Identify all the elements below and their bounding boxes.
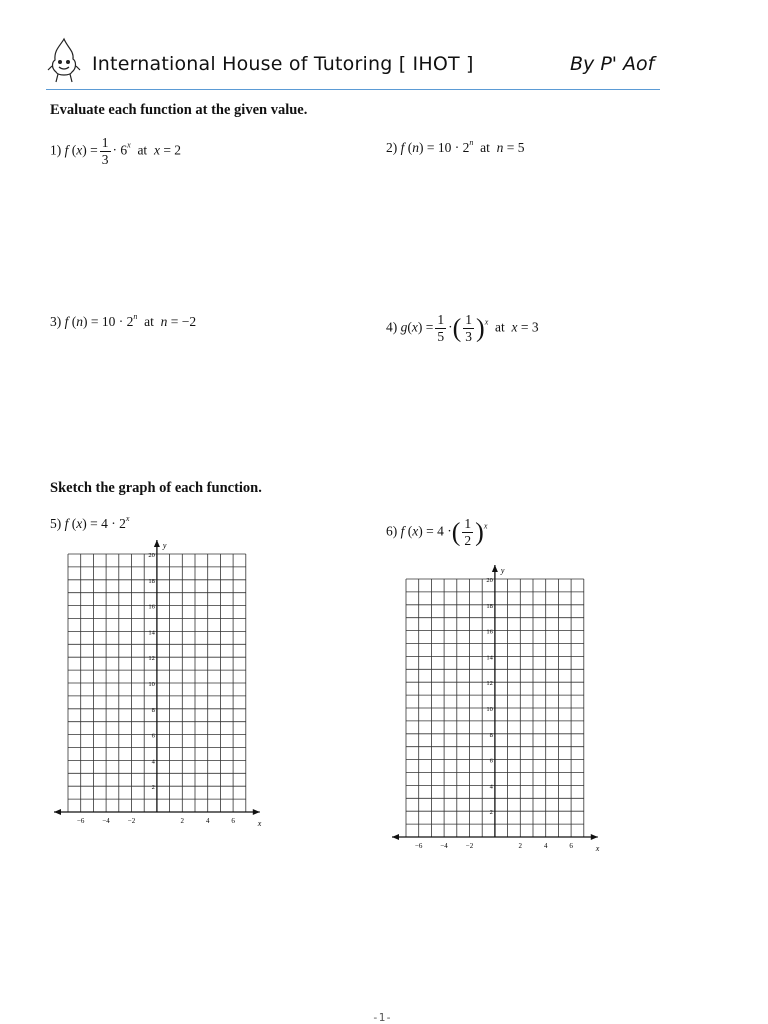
x-tick-label: −6 <box>76 817 85 825</box>
x-axis-arrow-right <box>591 834 598 840</box>
y-tick-label: 20 <box>148 552 155 559</box>
problem-5: 5) f $(x) = 4 \cdot 2^x$ <box>50 514 130 531</box>
x-axis-label: x <box>257 819 262 828</box>
y-tick-label: 10 <box>486 706 493 713</box>
x-axis-arrow-left <box>392 834 399 840</box>
header <box>46 36 660 86</box>
x-tick-label: 2 <box>518 842 523 850</box>
problem-number: 6) <box>386 523 398 539</box>
y-tick-label: 4 <box>489 783 493 791</box>
x-tick-label: −4 <box>102 817 110 825</box>
header-divider <box>46 89 660 90</box>
y-tick-label: 14 <box>148 629 155 637</box>
graph-grid-5 <box>52 538 262 833</box>
problem-number: 1) <box>50 142 62 158</box>
y-tick-label: 16 <box>486 628 493 636</box>
x-tick-label: 2 <box>180 817 185 825</box>
header-author: By P' Aof <box>570 53 655 75</box>
y-tick-label: 6 <box>151 732 155 740</box>
y-tick-label: 10 <box>148 681 155 688</box>
x-tick-label: −6 <box>414 842 423 850</box>
x-tick-label: −2 <box>127 817 136 825</box>
y-tick-label: 16 <box>148 603 155 611</box>
y-tick-label: 20 <box>486 577 493 584</box>
problem-number: 5) <box>50 516 62 531</box>
section2-instruction: Sketch the graph of each function. <box>50 480 262 496</box>
y-axis-arrow-up <box>492 565 498 572</box>
y-axis-label: y <box>500 566 505 575</box>
problem-number: 2) <box>386 140 398 155</box>
y-tick-label: 8 <box>489 731 493 739</box>
flame-mascot-icon <box>46 36 82 84</box>
problem-number: 3) <box>50 314 62 329</box>
x-tick-label: −2 <box>465 842 474 850</box>
x-tick-label: 4 <box>205 817 210 825</box>
y-tick-label: 18 <box>148 577 155 585</box>
section1-instruction: Evaluate each function at the given value. <box>50 102 308 118</box>
problem-4: 4) g(x) = $\frac{1}{5}$ ·( $\frac{1}{3}$ )$^x$ at x = 3 <box>386 312 539 344</box>
y-tick-label: 12 <box>486 680 493 688</box>
x-tick-label: 6 <box>231 817 235 825</box>
problem-3: 3) f $(n) = 10 \cdot 2^n$ at n = −2 <box>50 312 197 329</box>
y-tick-label: 2 <box>489 809 493 817</box>
y-axis-arrow-up <box>154 540 160 547</box>
problem-2: 2) f $(n) = 10 \cdot 2^n$ at n = 5 <box>386 138 525 155</box>
x-tick-label: −4 <box>440 842 448 850</box>
graph-grid-6 <box>390 563 600 858</box>
x-tick-label: 6 <box>569 842 573 850</box>
page-number: -1- <box>372 1011 392 1024</box>
x-axis-arrow-right <box>253 809 260 815</box>
problem-number: 4) <box>386 319 398 335</box>
y-tick-label: 6 <box>489 757 493 765</box>
x-tick-label: 4 <box>543 842 548 850</box>
problem-1: 1) f (x) = $\frac{1}{3}$ · $6^x$ at x = 2 <box>50 135 182 167</box>
y-tick-label: 12 <box>148 655 155 663</box>
x-axis-label: x <box>595 844 600 853</box>
y-tick-label: 8 <box>151 706 155 714</box>
y-axis-label: y <box>162 541 167 550</box>
header-title: International House of Tutoring [ IHOT ] <box>92 53 474 75</box>
y-tick-label: 2 <box>151 784 155 792</box>
y-tick-label: 4 <box>151 758 155 766</box>
x-axis-arrow-left <box>54 809 61 815</box>
y-tick-label: 14 <box>486 654 493 662</box>
problem-6: 6) f (x) = 4 ·( $\frac{1}{2}$ )$^x$ <box>386 516 488 548</box>
y-tick-label: 18 <box>486 602 493 610</box>
